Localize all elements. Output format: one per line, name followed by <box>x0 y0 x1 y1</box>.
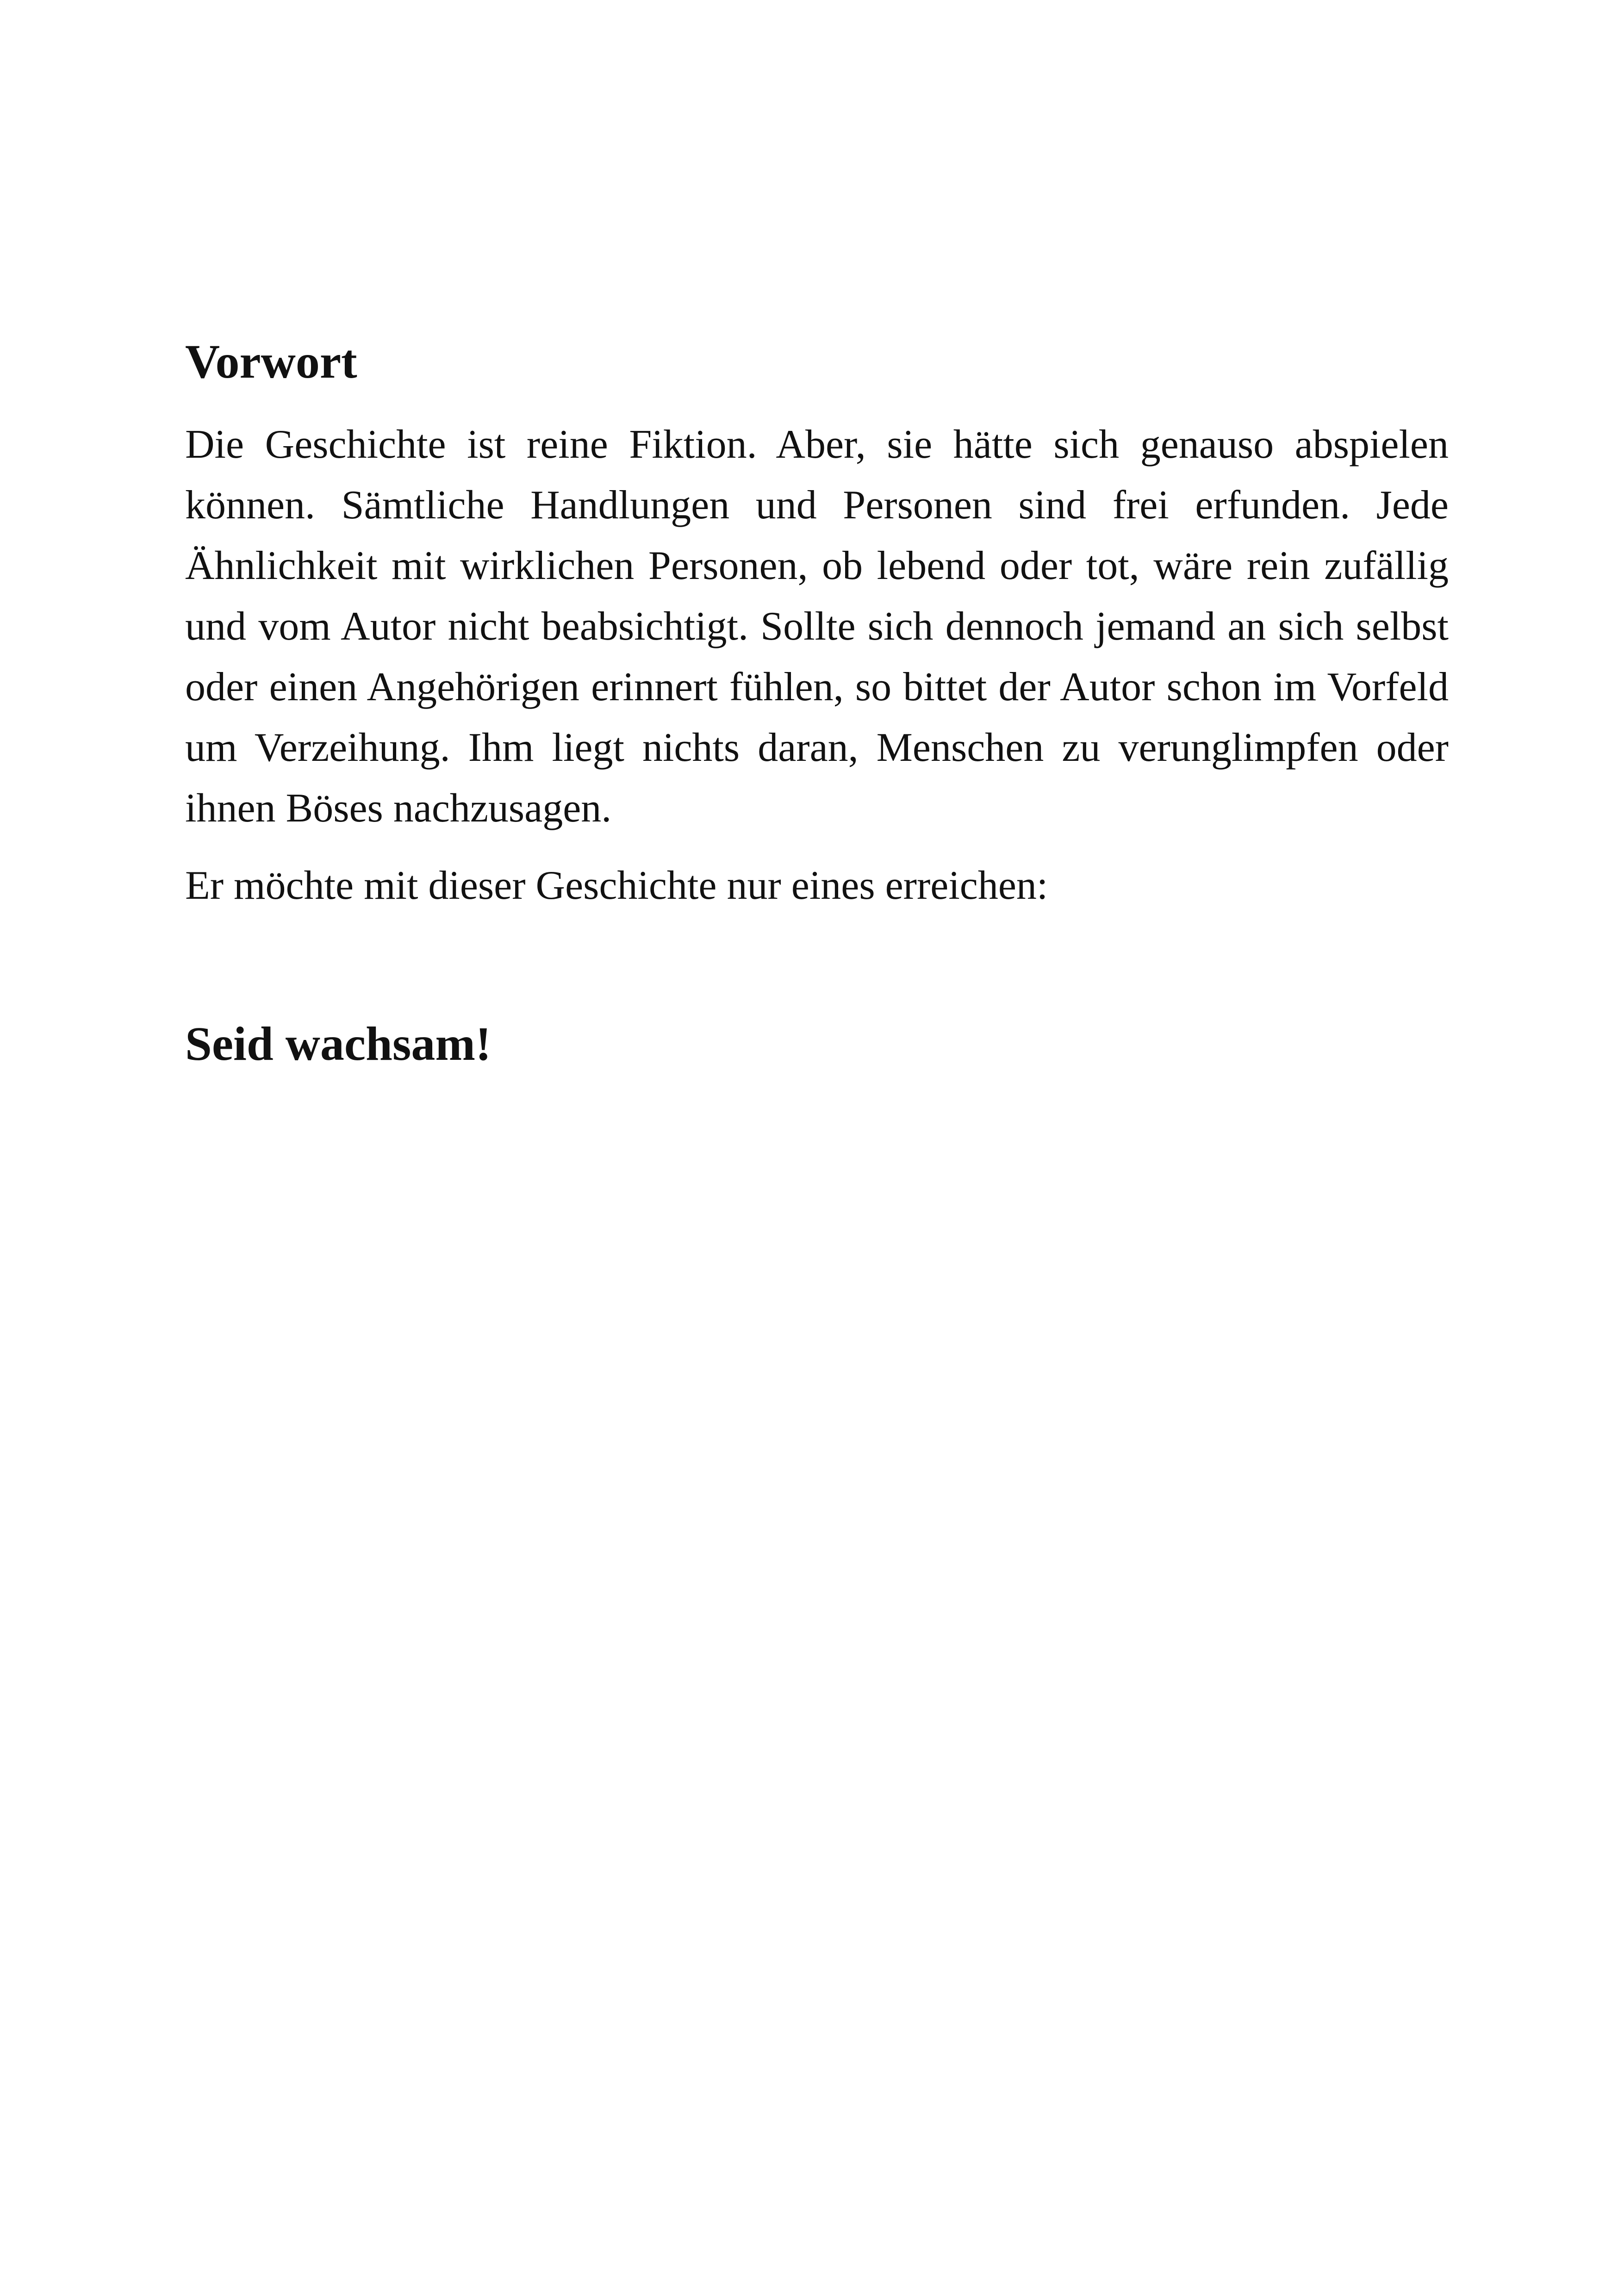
page-title: Vorwort <box>185 335 357 388</box>
document-content <box>185 333 1449 1073</box>
lead-in-line: Er möchte mit dieser Geschichte nur eines erreichen: <box>185 863 1048 908</box>
closing-statement: Seid wachsam! <box>185 1017 492 1070</box>
body-paragraph: Die Geschichte ist reine Fiktion. Aber, sie hätte sich genauso abspielen können. Sämtliche Handlungen und Personen sind frei erfunden. Jede Ähnlichkeit mit wirklichen Personen, ob lebend oder tot, wäre rein zufällig und vom Autor nicht beabsichtigt. Sollte sich dennoch jemand an sich selbst oder einen Angehörigen erinnert fühlen, so bittet der Autor schon im Vorfeld um Verzeihung. Ihm liegt nichts daran, Menschen zu verunglimpfen oder ihnen Böses nachzusagen. <box>185 422 1449 831</box>
